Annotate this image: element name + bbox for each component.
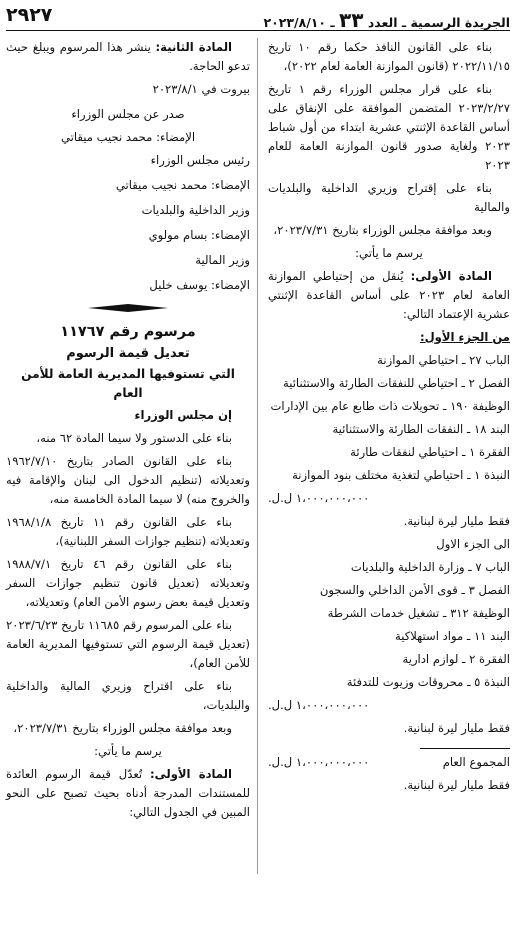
amount-words: فقط مليار ليرة لبنانية. xyxy=(403,514,510,528)
total-amount: ١،٠٠٠،٠٠٠،٠٠٠ ل.ل. xyxy=(268,755,370,769)
header-rule xyxy=(6,30,510,31)
council-intro: إن مجلس الوزراء xyxy=(134,408,232,422)
page-header xyxy=(6,4,510,32)
budget-line: النبذة ١ ـ احتياطي لتغذية مختلف بنود الموازنة xyxy=(292,468,510,482)
article-label: المادة الثانية: xyxy=(155,40,233,54)
article-text: يُنقل من إحتياطي الموازنة العامة لعام ٢٠٢٣ على أساس القاعدة الإثنتي عشرية الإعتماد التالي: xyxy=(268,269,511,321)
total-label: المجموع العام xyxy=(442,755,510,769)
article-text: تُعدّل قيمة الرسوم العائدة للمستندات المدرجة أدناه بحيث تصبح على النحو المبين في الجدول التالي: xyxy=(6,767,250,819)
budget-line: الباب ٧ ـ وزارة الداخلية والبلديات xyxy=(350,560,510,574)
paragraph: بناء على المرسوم رقم ١١٦٨٥ تاريخ ٢٠٢٣/٦/٢٣ (تعديل قيمة الرسوم التي تستوفيها المديرية العامة للأمن العام)، xyxy=(6,618,250,670)
paragraph: بناء على القانون النافذ حكما رقم ١٠ تاريخ ٢٠٢٢/١١/١٥ (قانون الموازنة العامة لعام ٢٠٢٢)، xyxy=(268,40,510,73)
decrees-line: يرسم ما يأتي: xyxy=(94,744,162,758)
paragraph: بناء على القانون الصادر بتاريخ ١٩٦٢/٧/١٠ وتعديلاته (تنظيم الدخول الى لبنان والإقامة فيه والخروج منه) لا سيما المادة الخامسة منه، xyxy=(6,454,250,506)
decree-number: مرسوم رقم ١١٧٦٧ xyxy=(60,324,196,340)
budget-line: الفصل ٣ ـ قوى الأمن الداخلي والسجون xyxy=(319,583,510,597)
budget-line: الباب ٢٧ ـ احتياطي الموازنة xyxy=(377,353,510,367)
gazette-header: الجريدة الرسمية ـ العدد ٣٣ ـ ٢٠٢٣/٨/١٠ xyxy=(263,8,510,32)
article-label: المادة الأولى: xyxy=(410,269,492,283)
column-divider xyxy=(257,38,258,874)
decree-subtitle: التي تستوفيها المديرية العامة للأمن العام xyxy=(21,367,235,400)
right-column xyxy=(268,38,510,799)
amount: ١،٠٠٠،٠٠٠،٠٠٠ ل.ل. xyxy=(268,491,370,505)
amount-words: فقط مليار ليرة لبنانية. xyxy=(403,721,510,735)
budget-line: البند ١٨ ـ النفقات الطارئة والاستثنائية xyxy=(332,422,510,436)
budget-line: الوظيفة ٣١٢ ـ تشغيل خدمات الشرطة xyxy=(327,606,510,620)
paragraph: بناء على اقتراح وزيري المالية والداخلية والبلديات، xyxy=(6,679,250,712)
paragraph: بناء على إقتراح وزيري الداخلية والبلديات والمالية xyxy=(268,181,510,214)
total-words: فقط مليار ليرة لبنانية. xyxy=(403,778,510,792)
budget-line: الوظيفة ١٩٠ ـ تحويلات ذات طابع عام بين الإدارات xyxy=(270,399,510,413)
paragraph: بناء على قرار مجلس الوزراء رقم ١ تاريخ ٢٠٢٣/٢/٢٧ المتضمن الموافقة على الإنفاق على أساس القاعدة الإثنتي عشرية ابتداء من أول شباط ٢٠٢٣ ولغاية صدور قانون الموازنة العامة للعام ٢٠٢٣ xyxy=(268,82,510,172)
budget-line: الفقرة ٢ ـ لوازم ادارية xyxy=(402,652,510,666)
amount: ١،٠٠٠،٠٠٠،٠٠٠ ل.ل. xyxy=(268,698,370,712)
paragraph: وبعد موافقة مجلس الوزراء بتاريخ ٢٠٢٣/٧/٣١، xyxy=(273,223,492,237)
page-number: ٢٩٢٧ xyxy=(6,4,53,26)
paragraph: بناء على القانون رقم ١١ تاريخ ١٩٦٨/١/٨ وتعديلاته (تنظيم جوازات السفر اللبنانية)، xyxy=(6,515,250,548)
issue-number: ٣٣ xyxy=(339,8,364,32)
official-title: وزير الداخلية والبلديات xyxy=(141,203,250,217)
issue-date: ٢٠٢٣/٨/١٠ xyxy=(263,15,327,30)
place-date: بيروت في ٢٠٢٣/٨/١ xyxy=(152,82,250,96)
paragraph: بناء على القانون رقم ٤٦ تاريخ ١٩٨٨/٧/١ وتعديلاته (تعديل قانون تنظيم جوازات السفر وتعديل قيمة بعض رسوم الأمن العام) وتعديلاته، xyxy=(6,557,250,609)
gazette-name: الجريدة الرسمية xyxy=(410,15,510,30)
left-column xyxy=(6,38,250,826)
total-row xyxy=(268,753,510,772)
article-label: المادة الأولى: xyxy=(150,767,232,781)
issue-label: العدد xyxy=(367,15,398,30)
issued-by: صدر عن مجلس الوزراء xyxy=(71,107,185,121)
signature: الإمضاء: بسام مولوي xyxy=(148,228,250,242)
official-title: وزير المالية xyxy=(195,253,250,267)
separator-ornament xyxy=(6,301,250,317)
budget-line: الفقرة ١ ـ احتياطي لنفقات طارئة xyxy=(350,445,510,459)
decrees-line: يرسم ما يأتي: xyxy=(355,246,423,260)
decree-title: تعديل قيمة الرسوم xyxy=(66,346,190,361)
paragraph: وبعد موافقة مجلس الوزراء بتاريخ ٢٠٢٣/٧/٣١، xyxy=(13,721,232,735)
total-rule xyxy=(420,748,510,749)
signature: الإمضاء: محمد نجيب ميقاتي xyxy=(115,178,250,192)
article-1 xyxy=(6,765,250,822)
article-2 xyxy=(6,38,250,76)
from-label: من الجزء الأول: xyxy=(419,330,510,344)
article-text: ينشر هذا المرسوم ويبلغ حيث تدعو الحاجة. xyxy=(6,40,250,73)
budget-line: النبذة ٥ ـ محروقات وزيوت للتدفئة xyxy=(346,675,510,689)
article-1 xyxy=(268,267,510,324)
budget-line: البند ١١ ـ مواد استهلاكية xyxy=(395,629,510,643)
budget-line: الفصل ٢ ـ احتياطي للنفقات الطارئة والاستثنائية xyxy=(282,376,510,390)
signature: الإمضاء: يوسف خليل xyxy=(149,278,250,292)
official-title: رئيس مجلس الوزراء xyxy=(150,153,250,167)
paragraph: بناء على الدستور ولا سيما المادة ٦٢ منه، xyxy=(36,431,232,445)
signature: الإمضاء: محمد نجيب ميقاتي xyxy=(60,130,196,144)
to-label: الى الجزء الاول xyxy=(436,537,510,551)
